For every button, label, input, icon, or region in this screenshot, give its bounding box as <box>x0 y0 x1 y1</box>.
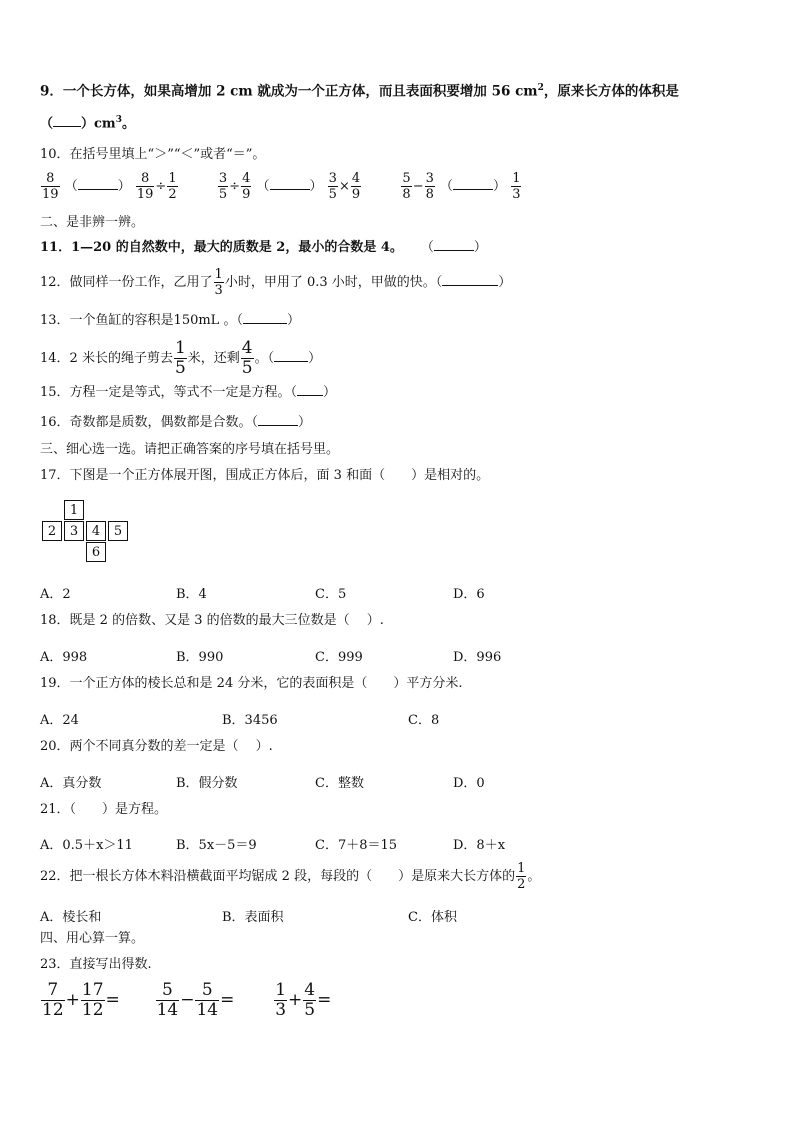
answer-blank[interactable] <box>434 241 474 251</box>
answer-blank[interactable] <box>78 180 118 190</box>
fraction: $\frac{4}{5}$ <box>241 338 253 378</box>
cube-net <box>42 500 132 564</box>
question-18: 18．既是 2 的倍数、又是 3 的倍数的最大三位数是（ ）. <box>40 613 384 628</box>
answer-blank[interactable] <box>297 386 323 396</box>
fraction: $\frac{1}{5}$ <box>174 338 186 378</box>
fraction: $\frac{4}{5}$ <box>304 980 316 1020</box>
question-12: 12．做同样一份工作，乙用了 $\frac{1}{3}$ 小时，甲用了 0.3 小时，甲做的快。（ ） <box>40 267 512 298</box>
fraction: $\frac{4}{9}$ <box>242 171 251 202</box>
option-b[interactable]: B．5x－5＝9 <box>176 838 257 853</box>
option-b[interactable]: B．3456 <box>222 713 278 728</box>
question-9-line-1: 9．一个长方体，如果高增加 2 cm 就成为一个正方体，而且表面积要增加 56 $cm^2$，原来长方体的体积是 <box>40 83 679 100</box>
option-c[interactable]: C．5 <box>315 587 347 602</box>
option-c[interactable]: C．7＋8＝15 <box>315 838 398 853</box>
fraction: $\frac{8}{19}$ <box>42 171 59 202</box>
fraction: $\frac{1}{3}$ <box>214 267 223 298</box>
option-c[interactable]: C．8 <box>408 713 440 728</box>
question-16: 16．奇数都是质数，偶数都是合数。（ ） <box>40 415 312 430</box>
question-19: 19．一个正方体的棱长总和是 24 分米，它的表面积是（ ）平方分米. <box>40 676 463 691</box>
option-a[interactable]: A．真分数 <box>40 776 102 791</box>
fraction: $\frac{8}{19}$ <box>136 171 154 202</box>
option-d[interactable]: D．6 <box>453 587 485 602</box>
answer-blank[interactable] <box>453 180 493 190</box>
option-d[interactable]: D．8＋x <box>453 838 506 853</box>
option-d[interactable]: D．0 <box>453 776 485 791</box>
option-a[interactable]: A．24 <box>40 713 79 728</box>
section-3-heading: 三、细心选一选。请把正确答案的序号填在括号里。 <box>40 442 340 457</box>
fraction: $\frac{3}{5}$ <box>328 171 337 202</box>
fraction: $\frac{3}{8}$ <box>425 171 434 202</box>
answer-blank[interactable] <box>258 416 298 426</box>
option-a[interactable]: A．棱长和 <box>40 910 102 925</box>
option-b[interactable]: B．4 <box>176 587 207 602</box>
answer-blank[interactable] <box>53 117 81 127</box>
net-face: 2 <box>42 521 62 541</box>
fraction: $\frac{3}{5}$ <box>218 171 228 202</box>
net-face: 5 <box>108 521 128 541</box>
fraction: $\frac{1}{3}$ <box>275 980 287 1020</box>
fraction: $\frac{5}{14}$ <box>196 980 219 1020</box>
fraction: $\frac{4}{9}$ <box>351 171 361 202</box>
question-13: 13．一个鱼缸的容积是150mL 。（ ） <box>40 313 300 328</box>
option-c[interactable]: C．整数 <box>315 776 364 791</box>
question-11: 11．1—20 的自然数中，最大的质数是 2，最小的合数是 4。 （ ） <box>40 240 487 255</box>
question-22: 22．把一根长方体木料沿横截面平均锯成 2 段，每段的（ ）是原来大长方体的 $\frac{1}{2}$ 。 <box>40 861 541 892</box>
net-face: 4 <box>86 521 106 541</box>
section-2-heading: 二、是非辨一辨。 <box>40 215 145 230</box>
answer-blank[interactable] <box>274 352 308 362</box>
net-face: 1 <box>64 500 84 520</box>
question-23: 23．直接写出得数. <box>40 957 152 972</box>
fraction: $\frac{17}{12}$ <box>81 980 104 1020</box>
fraction: $\frac{7}{12}$ <box>42 980 64 1020</box>
answer-blank[interactable] <box>270 180 310 190</box>
fraction: $\frac{1}{3}$ <box>512 171 521 202</box>
question-14: 14．2 米长的绳子剪去 $\frac{1}{5}$ 米，还剩 $\frac{4}{5}$ 。（ ） <box>40 338 322 378</box>
option-d[interactable]: D．996 <box>453 650 502 665</box>
option-a[interactable]: A．2 <box>40 587 71 602</box>
section-4-heading: 四、用心算一算。 <box>40 931 145 946</box>
fraction: $\frac{1}{2}$ <box>168 171 177 202</box>
fraction: $\frac{5}{14}$ <box>156 980 179 1020</box>
fraction: $\frac{5}{8}$ <box>402 171 411 202</box>
option-c[interactable]: C．体积 <box>408 910 457 925</box>
question-10-row: $\frac{8}{19}$ （ ） $\frac{8}{19}$ ÷ $\frac{1}{2}$ $\frac{3}{5}$ ÷ $\frac{4}{9}$ （ ） $\frac{3}{5}$ × $\frac{4}{9}$ $\frac{5}{8}$ − $\frac{3}{8}$ （ ） $\frac{1}{3}$ <box>42 171 521 202</box>
question-15: 15．方程一定是等式，等式不一定是方程。（ ） <box>40 385 337 400</box>
net-face: 6 <box>86 542 106 562</box>
net-face: 3 <box>64 521 84 541</box>
option-b[interactable]: B．表面积 <box>222 910 284 925</box>
question-9-line-2: （ ）$cm^3$。 <box>40 115 135 132</box>
option-b[interactable]: B．假分数 <box>176 776 238 791</box>
option-c[interactable]: C．999 <box>315 650 363 665</box>
question-23-expressions: $\frac{7}{12}$ + $\frac{17}{12}$ = $\frac{5}{14}$ − $\frac{5}{14}$ = $\frac{1}{3}$ + $\frac{4}{5}$ = <box>42 980 332 1020</box>
question-17: 17．下图是一个正方体展开图，围成正方体后，面 3 和面（ ）是相对的。 <box>40 468 490 483</box>
fraction: $\frac{1}{2}$ <box>517 861 526 892</box>
question-21: 21．（ ）是方程。 <box>40 802 168 817</box>
answer-blank[interactable] <box>243 314 287 324</box>
question-20: 20．两个不同真分数的差一定是（ ）. <box>40 739 273 754</box>
option-a[interactable]: A．998 <box>40 650 88 665</box>
answer-blank[interactable] <box>442 276 498 286</box>
option-b[interactable]: B．990 <box>176 650 224 665</box>
option-a[interactable]: A．0.5＋x＞11 <box>40 838 133 853</box>
question-10: 10．在括号里填上“＞”“＜”或者“＝”。 <box>40 147 266 162</box>
